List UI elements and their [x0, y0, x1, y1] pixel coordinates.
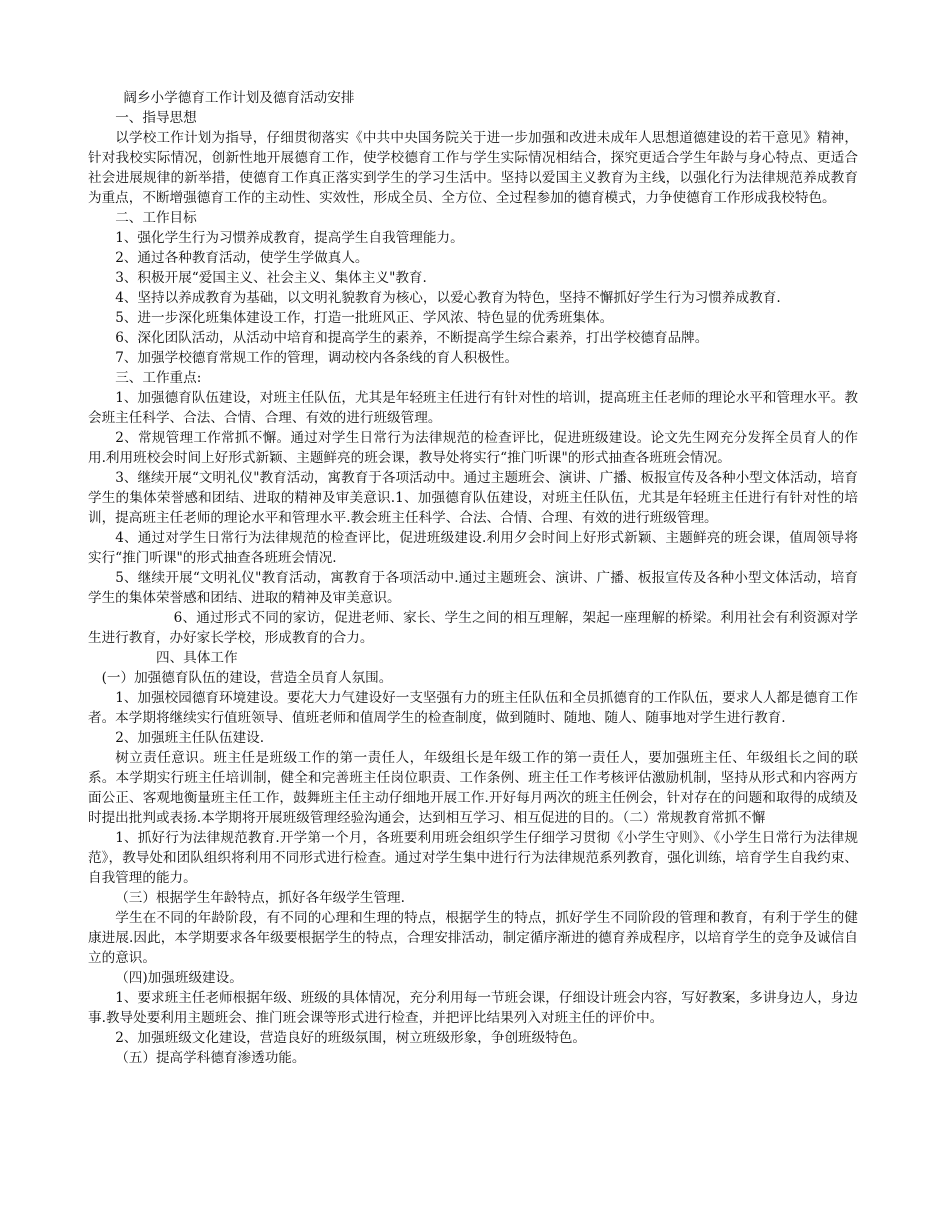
focus-item: 4、通过对学生日常行为法律规范的检查评比，促进班级建设.利用夕会时间上好形式新颖、主题鲜亮的班会课，值周领导将实行“推门听课"的形式抽查各班班会情况.: [88, 530, 858, 566]
work-paragraph: 2、加强班级文化建设，营造良好的班级氛围，树立班级形象，争创班级特色。: [115, 1030, 587, 1046]
section-4-heading: 四、具体工作: [156, 650, 238, 666]
work-paragraph: 树立责任意识。班主任是班级工作的第一责任人，年级组长是年级工作的第一责任人，要加强班主任、年级组长之间的联系。本学期实行班主任培训制，健全和完善班主任岗位职责、工作条例、班主任工作考核评估激励机制，坚持从形式和内容两方面公正、客观地衡量班主任工作，鼓舞班主任主动仔细地开展工作.开好每月两次的班主任例会，针对存在的问题和取得的成绩及时提出批判或表扬.本学期将开展班级管理经验沟通会，达到相互学习、相互促进的目的。（二）常规教育常抓不懈: [88, 750, 858, 826]
focus-item: 6、通过形式不同的家访，促进老师、家长、学生之间的相互理解，架起一座理解的桥梁。利用社会有利资源对学生进行教育，办好家长学校，形成教育的合力。: [88, 610, 858, 646]
subsection-heading: (一）加强德育队伍的建设，营造全员育人氛围。: [101, 670, 393, 686]
work-paragraph: 学生在不同的年龄阶段，有不同的心理和生理的特点，根据学生的特点，抓好学生不同阶段的管理和教育，有利于学生的健康进展.因此，本学期要求各年级要根据学生的特点，合理安排活动，制定循序渐进的德育养成程序，以培育学生的竞争及诚信自立的意识。: [88, 910, 858, 966]
section-3-heading: 三、工作重点:: [115, 370, 202, 386]
subsection-heading: （三）根据学生年龄特点，抓好各年级学生管理.: [115, 890, 405, 906]
goal-item: 5、进一步深化班集体建设工作，打造一批班风正、学风浓、特色显的优秀班集体。: [115, 310, 614, 326]
goal-item: 3、积极开展“爱国主义、社会主义、集体主义"教育.: [115, 270, 427, 286]
work-paragraph: 1、加强校园德育环境建设。要花大力气建设好一支坚强有力的班主任队伍和全员抓德育的工作队伍，要求人人都是德育工作者。本学期将继续实行值班领导、值班老师和值周学生的检查制度，做到随时、随地、随人、随事地对学生进行教育.: [88, 690, 858, 726]
goal-item: 2、通过各种教育活动，使学生学做真人。: [115, 250, 369, 266]
work-paragraph: 2、加强班主任队伍建设.: [115, 730, 265, 746]
document-body: [88, 88, 858, 1068]
subsection-heading: （五）提高学科德育渗透功能。: [115, 1050, 306, 1066]
focus-item: 2、常规管理工作常抓不懈。通过对学生日常行为法律规范的检查评比，促进班级建设。论文先生网充分发挥全员育人的作用.利用班校会时间上好形式新颖、主题鲜亮的班会课，教导处将实行“推门听课"的形式抽查各班班会情况。: [88, 430, 858, 466]
goal-item: 6、深化团队活动，从活动中培育和提高学生的素养，不断提高学生综合素养，打出学校德育品牌。: [115, 330, 709, 346]
goal-item: 1、强化学生行为习惯养成教育，提高学生自我管理能力。: [115, 230, 464, 246]
focus-item: 5、继续开展“文明礼仪"教育活动，寓教育于各项活动中.通过主题班会、演讲、广播、板报宣传及各种小型文体活动，培育学生的集体荣誉感和团结、进取的精神及审美意识。: [88, 570, 858, 606]
work-paragraph: 1、要求班主任老师根据年级、班级的具体情况，充分利用每一节班会课，仔细设计班会内容，写好教案，多讲身边人，身边事.教导处要利用主题班会、推门班会课等形式进行检查，并把评比结果列入对班主任的评价中。: [88, 990, 858, 1026]
document-title: 阔乡小学德育工作计划及德育活动安排: [123, 90, 355, 106]
section-1-heading: 一、指导思想: [115, 110, 197, 126]
focus-item: 1、加强德育队伍建设，对班主任队伍，尤其是年轻班主任进行有针对性的培训，提高班主任老师的理论水平和管理水平。教会班主任科学、合法、合情、合理、有效的进行班级管理。: [88, 390, 858, 426]
subsection-heading: （四)加强班级建设。: [115, 970, 243, 986]
section-2-heading: 二、工作目标: [115, 210, 197, 226]
work-paragraph: 1、抓好行为法律规范教育.开学第一个月，各班要利用班会组织学生仔细学习贯彻《小学生守则》、《小学生日常行为法律规范》，教导处和团队组织将利用不同形式进行检查。通过对学生集中进行行为法律规范系列教育，强化训练，培育学生自我约束、自我管理的能力。: [88, 830, 858, 886]
goal-item: 7、加强学校德育常规工作的管理，调动校内各条线的育人积极性。: [115, 350, 519, 366]
goal-item: 4、坚持以养成教育为基础，以文明礼貌教育为核心，以爱心教育为特色，坚持不懈抓好学生行为习惯养成教育.: [115, 290, 781, 306]
focus-item: 3、继续开展“文明礼仪"教育活动，寓教育于各项活动中。通过主题班会、演讲、广播、板报宣传及各种小型文体活动，培育学生的集体荣誉感和团结、进取的精神及审美意识.1、加强德育队伍建设，对班主任队伍，尤其是年轻班主任进行有针对性的培训，提高班主任老师的理论水平和管理水平.教会班主任科学、合法、合情、合理、有效的进行班级管理。: [88, 470, 858, 526]
section-1-paragraph: 以学校工作计划为指导，仔细贯彻落实《中共中央国务院关于进一步加强和改进未成年人思想道德建设的若干意见》精神，针对我校实际情况，创新性地开展德育工作，使学校德育工作与学生实际情况相结合，探究更适合学生年龄与身心特点、更适合社会进展规律的新举措，使德育工作真正落实到学生的学习生活中。坚持以爱国主义教育为主线，以强化行为法律规范养成教育为重点，不断增强德育工作的主动性、实效性，形成全员、全方位、全过程参加的德育模式，力争使德育工作形成我校特色。: [88, 130, 858, 206]
